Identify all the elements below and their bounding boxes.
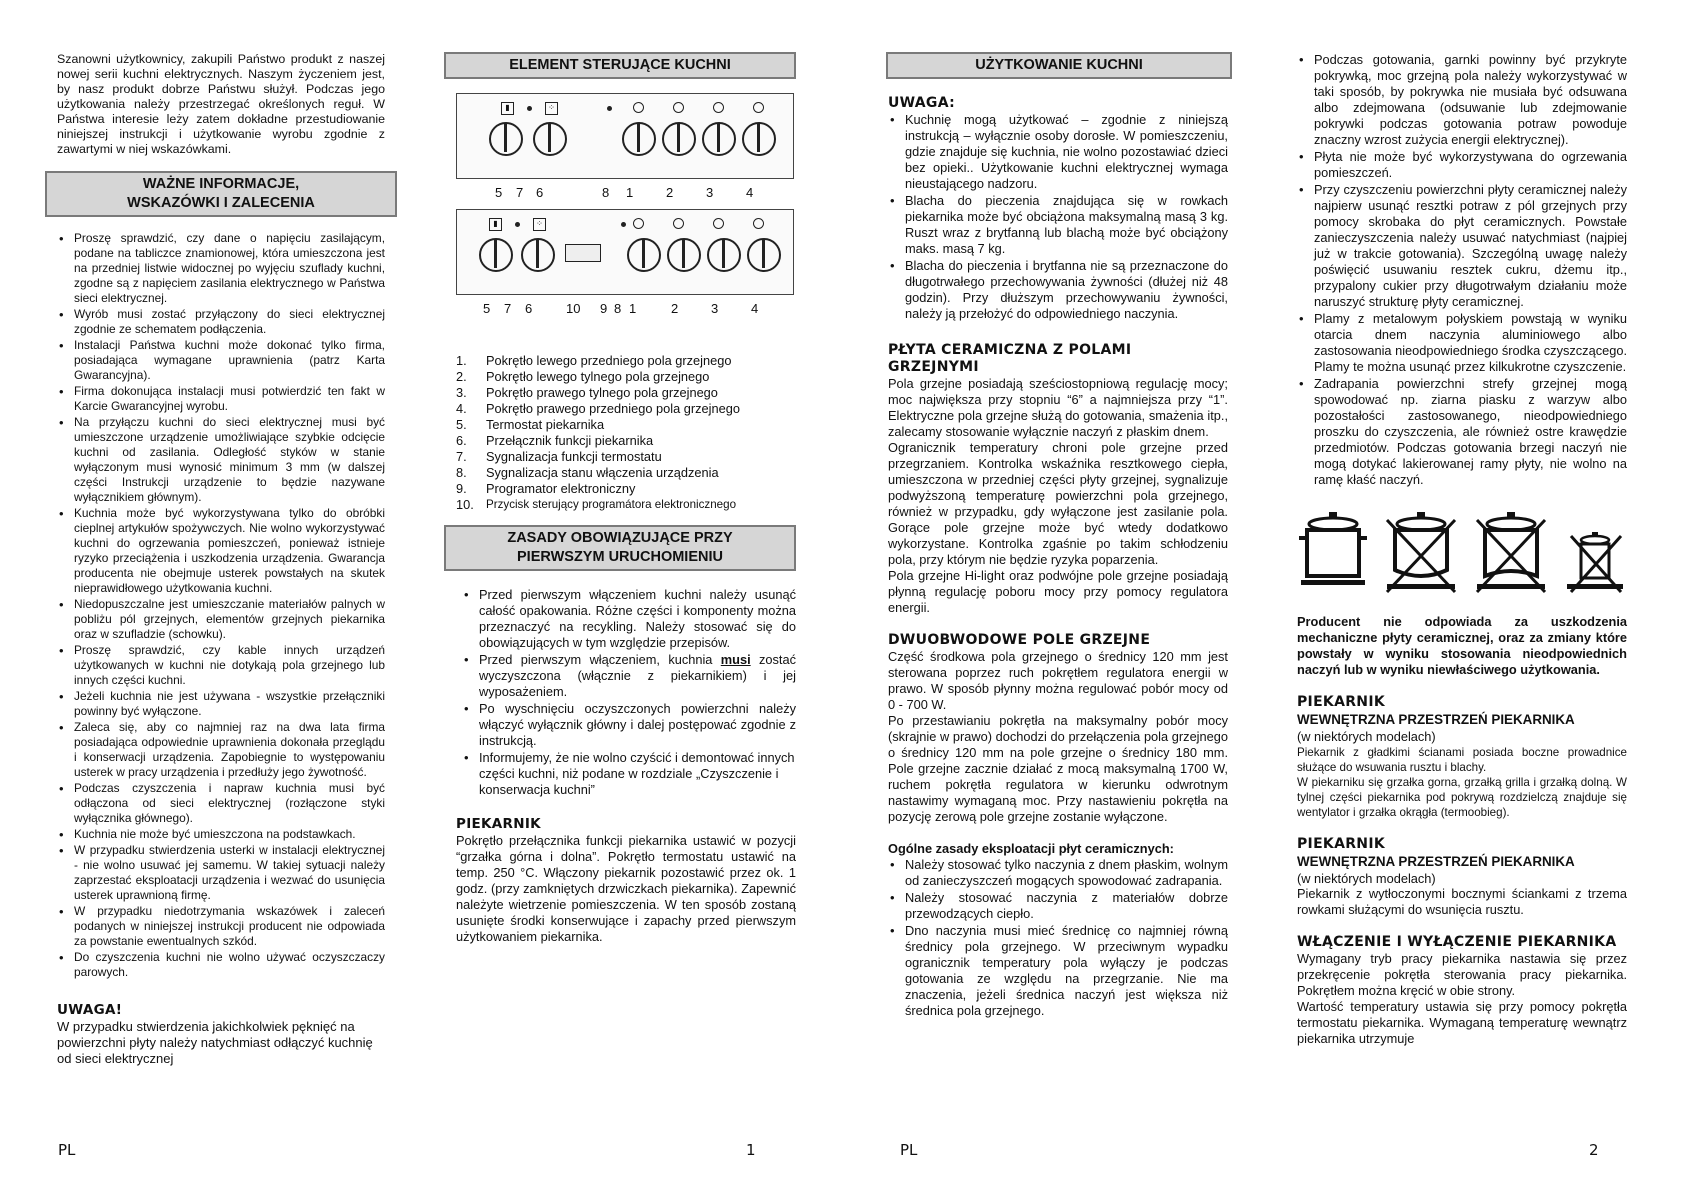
function-symbol-icon: ⁘	[533, 218, 546, 231]
zone-symbol-icon	[633, 218, 644, 229]
pot-correct-icon	[1297, 510, 1369, 596]
zone-symbol-icon	[753, 218, 764, 229]
oven-heading: PIEKARNIK	[456, 816, 541, 832]
switch-p: Wymagany tryb pracy piekarnika nastawia się przez przekręcenie pokrętła sterowania pracy piekarnika. Pokrętłem można kręcić w obie strony.	[1297, 951, 1627, 999]
controls-list	[456, 353, 796, 513]
column-1	[57, 52, 385, 1067]
column-3	[888, 52, 1228, 1020]
usage-heading: UŻYTKOWANIE KUCHNI	[886, 52, 1232, 79]
warning-label: UWAGA:	[888, 95, 956, 111]
hob-knob-3	[702, 122, 736, 156]
control-panel-diagram	[456, 93, 796, 341]
hob-knob-2	[667, 238, 701, 272]
footer-lang-left: PL	[58, 1141, 76, 1159]
controls-list-item: 5. Termostat piekarnika	[456, 417, 605, 432]
pot-illustrations	[1297, 510, 1627, 596]
general-rules-list	[888, 857, 1228, 1019]
thermostat-symbol-icon: ▮	[501, 102, 514, 115]
oven1-p2: W piekarniku się grzałka gorna, grzałką grilla i grzałką dolną. W tylnej części piekarnika pod pokrywą rozdzielczą znajduje się wentylator i grzałka okrągła (termoobieg).	[1297, 775, 1627, 819]
controls-list-item: 7. Sygnalizacja funkcji termostatu	[456, 449, 662, 464]
list-item: • Płyta nie może być wykorzystywana do ogrzewania pomieszczeń.	[1314, 149, 1627, 181]
list-item: • Kuchnia może być wykorzystywana tylko do obróbki cieplnej artykułów spożywczych. Nie wolno wykorzystywać kuchni do ogrzewania pomieszczeń, ponieważ istnieje ryzyko przeciążenia i uszkodzenia urządzenia. Gwarancja producenta nie obejmuje usterek powstałych na skutek nieprawidłowego użytkowania kuchni.	[74, 506, 385, 596]
controls-list-item: 3. Pokrętło prawego tylnego pola grzejnego	[456, 385, 718, 400]
list-item: • Proszę sprawdzić, czy dane o napięciu zasilającym, podane na tabliczce znamionowej, która umieszczona jest na przedniej listwie widocznej po wyjęciu szuflady kuchni, zgodne są z napięciem zasilania elektrycznego w Państwa sieci elektrycznej.	[74, 231, 385, 306]
controls-list-item: 2. Pokrętło lewego tylnego pola grzejnego	[456, 369, 710, 384]
control-panel-bottom	[456, 209, 794, 295]
list-item: • Podczas czyszczenia i napraw kuchnia musi być odłączona od sieci elektrycznej (rozłączone styki wyłącznika głównego).	[74, 781, 385, 826]
list-item: • Przed pierwszym włączeniem kuchni należy usunąć całość opakowania. Różne części i komponenty można przeznaczyć na recykling. Należy stosować się do obowiązujących w tym względzie przepisów.	[479, 587, 796, 651]
hob-knob-4	[747, 238, 781, 272]
pot-small-wrong-icon	[1563, 510, 1627, 596]
programmer-display	[565, 244, 601, 262]
oven1-subheading: WEWNĘTRZNA PRZESTRZEŃ PIEKARNIKA	[1297, 712, 1575, 727]
list-item: • Zadrapania powierzchni strefy grzejnej mogą spowodować np. ziarna piasku z warzyw albo pozostałości zastosowanego, nieodpowiedniego proszku do czyszczenia, ale również ostre krawędzie przedmiotów. Podczas gotowania brzegi naczyń nie mogą dotykać lakierowanej ramy płyty, nie wolno na ramę kłaść naczyń.	[1314, 376, 1627, 488]
column-4	[1297, 52, 1627, 1047]
list-item: • Proszę sprawdzić, czy kable innych urządzeń użytkowanych w kuchni nie dotykają pola grzejnego lub innych części kuchni.	[74, 643, 385, 688]
switch-heading: WŁĄCZENIE I WYŁĄCZENIE PIEKARNIKA	[1297, 934, 1617, 951]
oven2-subheading: WEWNĘTRZNA PRZESTRZEŃ PIEKARNIKA	[1297, 853, 1575, 869]
hob-knob-1	[627, 238, 661, 272]
important-info-list	[57, 231, 385, 980]
function-symbol-icon: ⁘	[545, 102, 558, 115]
column-2	[444, 52, 796, 945]
ceramic-tips-list	[1297, 52, 1627, 488]
dual-zone-heading: DWUOBWODOWE POLE GRZEJNE	[888, 632, 1151, 648]
page-number-left: 1	[746, 1141, 756, 1159]
list-item: • Jeżeli kuchnia nie jest używana - wszystkie przełączniki powinny być wyłączone.	[74, 689, 385, 719]
oven2-models: (w niektórych modelach)	[1297, 870, 1436, 886]
hob-knob-2	[662, 122, 696, 156]
warning-heading: UWAGA!	[57, 1002, 123, 1018]
list-item: • Przed pierwszym włączeniem, kuchnia musi zostać wyczyszczona (włącznie z piekarnikiem) i jej wyposażeniem.	[479, 652, 796, 700]
controls-list-item: 10. Przycisk sterujący programátora elektronicznego	[456, 497, 737, 512]
switch-p2: Wartość temperatury ustawia się przy pomocy pokrętła termostatu piekarnika. Wymaganą temperaturę wewnątrz piekarnika utrzymuje	[1297, 999, 1627, 1047]
zone-symbol-icon	[713, 218, 724, 229]
indicator-light-icon	[527, 106, 532, 111]
list-item: • W przypadku niedotrzymania wskazówek i zaleceń podanych w niniejszej instrukcji producent nie odpowiada za powstanie ewentualnych szkód.	[74, 904, 385, 949]
list-item: • Należy stosować naczynia z materiałów dobrze przewodzących ciepło.	[905, 890, 1228, 922]
oven-text: Pokrętło przełącznika funkcji piekarnika ustawić w pozycji “grzałka górna i dolna”. Pokrętło termostatu ustawić na temp. 250 °C. Włączony piekarnik pozostawić przez ok. 1 godz. (przy zamkniętych drzwiczkach piekarnika). Zapewnić należyte wietrzenie pomieszczenia. W ten sposób zostaną usunięte środki konserwujące i zapachy przed pierwszym użytkowaniem piekarnika.	[456, 833, 796, 944]
control-panel-top	[456, 93, 794, 179]
oven1-models: (w niektórych modelach)	[1297, 729, 1436, 744]
controls-list-item: 1. Pokrętło lewego przedniego pola grzejnego	[456, 353, 732, 368]
controls-list-item: 8. Sygnalizacja stanu włączenia urządzenia	[456, 465, 719, 480]
zone-symbol-icon	[713, 102, 724, 113]
list-item: • Wyrób musi zostać przyłączony do sieci elektrycznej zgodnie ze schematem podłączenia.	[74, 307, 385, 337]
list-item: • Podczas gotowania, garnki powinny być przykryte pokrywką, moc grzejną pola należy wykorzystywać w taki sposób, by pokrywka nie musiała być odsuwana albo zdejmowana (odsuwanie lub zdejmowanie pokrywki podczas gotowania potraw powoduje znaczny wzrost zużycia energii elektrycznej).	[1314, 52, 1627, 148]
hob-knob-1	[622, 122, 656, 156]
list-item: • Przy czyszczeniu powierzchni płyty ceramicznej należy najpierw usunąć resztki potraw z pól grzejnych przy pomocy skrobaka do płyt ceramicznych. Powstałe zanieczyszczenia należy usuwać natychmiast (najpiej już w trakcie gotowania). Szczególną uwagę należy poświęcić usuwaniu resztek cukru, dżemu itp., przypalony cukier przy długotrwałym działaniu może naruszyć strukturę płyty ceramicznej.	[1314, 182, 1627, 310]
list-item: • Na przyłączu kuchni do sieci elektrycznej musi być umieszczone urządzenie umożliwiające szybkie odcięcie kuchni od zasilania. Odległość styków w stanie wyłączonym musi wynosić minimum 3 mm (w dalszej części Instrukcji urządzenie to będzie nazywane wyłącznikiem głównym).	[74, 415, 385, 505]
power-indicator-icon	[621, 222, 626, 227]
list-item: • Blacha do pieczenia znajdująca się w rowkach piekarnika może być obciążona maksymalną masą 3 kg. Ruszt wraz z brytfanną lub blachą może być obciążony maks. masą 7 kg.	[905, 193, 1228, 257]
zone-symbol-icon	[673, 102, 684, 113]
dual-p2: Po przestawianiu pokrętła na maksymalny pobór mocy (skrajnie w prawo) dochodzi do przełączenia pola grzejnego o średnicy 120 mm na pole grzejne o średnicy 180 mm. Pole grzejne zacznie działać z mocą maksymalną 1700 W, ruchem pokrętła regulatora w kierunku odwrotnym nastawimy wymaganą moc. Przy nastawieniu pokrętła na pozycję zerową pole grzejne zostanie wyłączone.	[888, 713, 1228, 824]
list-item: • Informujemy, że nie wolno czyścić i demontować innych części kuchni, niż podane w rozdziale „Czyszczenie i konserwacja kuchni”	[479, 750, 796, 798]
ceramic-p1: Pola grzejne posiadają sześciostopniową regulację mocy; moc największa przy stopniu “6” a najmniejsza przy “1”. Elektryczne pola grzejne służą do gotowania, smażenia itp., zalecamy stosowanie wyłącznie naczyń z płaskim dnem.	[888, 376, 1228, 439]
function-knob	[533, 122, 567, 156]
function-knob	[521, 238, 555, 272]
zone-symbol-icon	[633, 102, 644, 113]
important-info-heading: WAŻNE INFORMACJE, WSKAZÓWKI I ZALECENIA	[45, 171, 397, 217]
list-item: • Kuchnię mogą użytkować – zgodnie z niniejszą instrukcją – wyłącznie osoby dorosłe. W pomieszczeniu, gdzie znajduje się kuchnia, nie wolno pozostawiać dzieci bez opieki.. Użytkowanie kuchni elektrycznej wymaga nieustającego nadzoru.	[905, 112, 1228, 192]
pot-wrong-icon	[1473, 510, 1549, 596]
list-item: • Instalacji Państwa kuchni może dokonać tylko firma, posiadająca wymagane uprawnienia (patrz Karta Gwarancyjna).	[74, 338, 385, 383]
list-item: • Plamy z metalowym połyskiem powstają w wyniku otarcia dnem naczynia aluminiowego albo zastosowania nieodpowiedniego środka czyszczącego. Plamy te można usunąć przez kilkukrotne czyszczenie.	[1314, 311, 1627, 375]
labels-top: 5 7 6 8 1 2 3 4	[495, 185, 754, 200]
indicator-light-icon	[515, 222, 520, 227]
oven1-heading: PIEKARNIK	[1297, 694, 1385, 710]
list-item: • Niedopuszczalne jest umieszczanie materiałów palnych w pobliżu pól grzejnych, elementów grzejnych piekarnika oraz w szufladzie (schowku).	[74, 597, 385, 642]
usage-list	[888, 112, 1228, 322]
page-number-right: 2	[1589, 1141, 1599, 1159]
hob-knob-3	[707, 238, 741, 272]
oven2-heading: PIEKARNIK	[1297, 835, 1385, 852]
ceramic-p2: Ogranicznik temperatury chroni pole grzejne przed przegrzaniem. Kontrolka wskaźnika resztkowego ciepła, umieszczona w przedniej części płyty grzejnej, sygnalizuje podwyższoną temperaturę powierzchni pola grzejnego, również w przypadku, gdy wyłączone jest zasilanie pola. Gorące pole grzejne może być wtedy dodatkowo wykorzystane. Kontrolka zgaśnie po takim schłodzeniu pola, przy którym nie będzie ryzyka poparzenia.	[888, 440, 1228, 567]
warning-text: W przypadku stwierdzenia jakichkolwiek pęknięć na powierzchni płyty należy natychmiast odłączyć kuchnię od sieci elektrycznej	[57, 1019, 373, 1066]
controls-list-item: 9. Programator elektroniczny	[456, 481, 636, 496]
ceramic-p3: Pola grzejne Hi-light oraz podwójne pole grzejne posiadają płynną regulację poboru mocy przy pomocy regulatora energii.	[888, 568, 1228, 615]
first-use-list	[462, 587, 796, 798]
controls-list-item: 4. Pokrętło prawego przedniego pola grzejnego	[456, 401, 740, 416]
list-item: • Należy stosować tylko naczynia z dnem płaskim, wolnym od zanieczyszczeń mogących spowodować zadrapania.	[905, 857, 1228, 889]
footer-lang-right: PL	[900, 1141, 918, 1159]
controls-heading: ELEMENT STERUJĄCE KUCHNI	[444, 52, 796, 79]
list-item: • Blacha do pieczenia i brytfanna nie są przeznaczone do długotrwałego przechowywania żywności (dłużej niż 48 godzin). Przy dłuższym przechowywaniu żywności, należy ją przełożyć do odpowiedniego naczynia.	[905, 258, 1228, 322]
hob-knob-4	[742, 122, 776, 156]
first-use-heading: ZASADY OBOWIĄZUJĄCE PRZY PIERWSZYM URUCHOMIENIU	[444, 525, 796, 571]
pot-wrong-icon	[1383, 510, 1459, 596]
list-item: • Po wyschnięciu oczyszczonych powierzchni należy włączyć wyłącznik główny i dalej postępować zgodnie z instrukcją.	[479, 701, 796, 749]
controls-list-item: 6. Przełącznik funkcji piekarnika	[456, 433, 654, 448]
oven1-p1: Piekarnik z gładkimi ścianami posiada boczne prowadnice służące do wsuwania rusztu i blachy.	[1297, 745, 1627, 774]
thermostat-symbol-icon: ▮	[489, 218, 502, 231]
power-indicator-icon	[607, 106, 612, 111]
list-item: • Firma dokonująca instalacji musi potwierdzić ten fakt w Karcie Gwarancyjnej wyrobu.	[74, 384, 385, 414]
general-rules-heading: Ogólne zasady eksploatacji płyt ceramicznych:	[888, 841, 1174, 856]
oven2-p1: Piekarnik z wytłoczonymi bocznymi ściankami z trzema rowkami służącymi do wsunięcia rusztu.	[1297, 886, 1627, 918]
list-item: • Kuchnia nie może być umieszczona na podstawkach.	[74, 827, 385, 842]
zone-symbol-icon	[673, 218, 684, 229]
thermostat-knob	[479, 238, 513, 272]
producer-note: Producent nie odpowiada za uszkodzenia mechaniczne płyty ceramicznej, oraz za zmiany które powstały w wyniku stosowania nieodpowiednich naczyń lub w wyniku niewłaściwego użytkowania.	[1297, 614, 1627, 677]
dual-p1: Część środkowa pola grzejnego o średnicy 120 mm jest sterowana poprzez ruch pokrętłem regulatora energii w prawo. W sposób płynny można regulować pobór mocy od 0 - 700 W.	[888, 649, 1228, 712]
list-item: • W przypadku stwierdzenia usterki w instalacji elektrycznej - nie wolno usuwać jej samemu. W takiej sytuacji należy zaprzestać eksploatacji urządzenia i wezwać do usunięcia usterek uprawnioną firmę.	[74, 843, 385, 903]
ceramic-heading: PŁYTA CERAMICZNA Z POLAMI GRZEJNYMI	[888, 342, 1132, 375]
list-item: • Dno naczynia musi mieć średnicę co najmniej równą średnicy pola grzejnego. W przeciwnym wypadku ogranicznik temperatury pola wyłączy je podczas gotowania ze względu na przegrzanie. Nie ma znaczenia, jeżeli średnica naczyń jest większa niż średnica pola grzejnego.	[905, 923, 1228, 1019]
list-item: • Do czyszczenia kuchni nie wolno używać oczyszczaczy parowych.	[74, 950, 385, 980]
list-item: • Zaleca się, aby co najmniej raz na dwa lata firma posiadająca odpowiednie uprawnienia dokonała przeglądu i konserwacji urządzenia. Zapobiegnie to występowaniu usterek w pracy urządzenia i przedłuży jego żywotność.	[74, 720, 385, 780]
labels-bottom: 5 7 6 10 9 8 1 2 3 4	[483, 301, 759, 316]
thermostat-knob	[489, 122, 523, 156]
zone-symbol-icon	[753, 102, 764, 113]
intro-text: Szanowni użytkownicy, zakupili Państwo produkt z naszej nowej serii kuchni elektrycznych. Naszym życzeniem jest, by nasz produkt dobrze Państwu służył. Podczas jego użytkowania należy przestrzegać określonych reguł. W Państwa interesie leży zatem dokładne przestudiowanie niniejszej instrukcji i użytkowanie wyrobu zgodnie z zawartymi w niej wskazówkami.	[57, 52, 385, 156]
